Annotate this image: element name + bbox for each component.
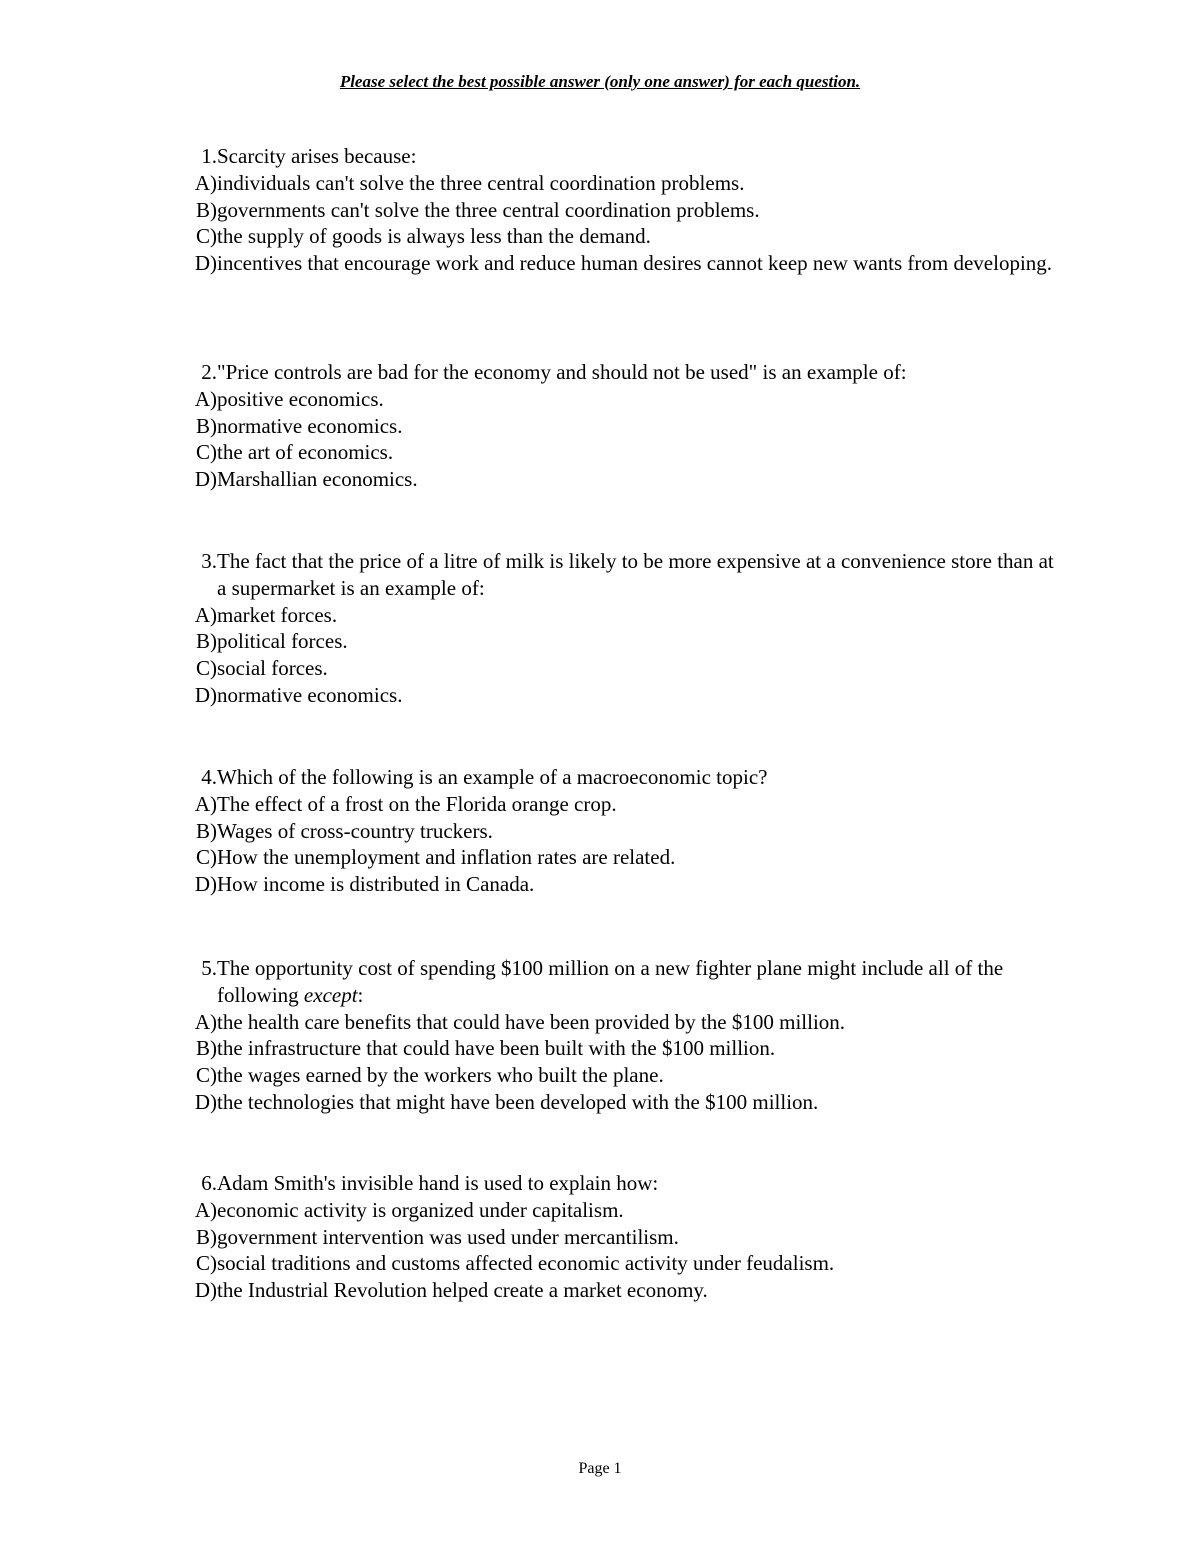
option-text: the Industrial Revolution helped create a market economy. xyxy=(217,1278,708,1303)
answer-option-d xyxy=(180,1277,1060,1304)
option-text: Marshallian economics. xyxy=(217,467,418,492)
option-text: incentives that encourage work and reduce human desires cannot keep new wants from developing. xyxy=(217,251,1053,276)
answer-option-d xyxy=(180,682,1060,709)
question-text: Which of the following is an example of a macroeconomic topic? xyxy=(217,765,768,789)
option-text: the health care benefits that could have been provided by the $100 million. xyxy=(217,1009,846,1034)
option-letter: D) xyxy=(194,467,217,492)
option-letter: A) xyxy=(194,791,217,816)
option-letter: C) xyxy=(196,224,217,249)
answer-option-a xyxy=(180,1009,1060,1036)
question-number: 5. xyxy=(201,956,217,980)
option-text: the art of economics. xyxy=(217,440,394,465)
question-number: 4. xyxy=(201,765,217,789)
option-text: economic activity is organized under capitalism. xyxy=(217,1197,624,1222)
question-stem xyxy=(180,1170,1060,1197)
option-letter: A) xyxy=(194,1197,217,1222)
answer-option-b xyxy=(180,628,1060,655)
question-5 xyxy=(180,955,1060,1116)
option-letter: A) xyxy=(194,170,217,195)
option-letter: C) xyxy=(196,440,217,465)
answer-option-d xyxy=(180,250,1060,277)
option-letter: A) xyxy=(194,602,217,627)
question-6 xyxy=(180,1170,1060,1304)
option-letter: D) xyxy=(194,1278,217,1303)
option-text: How income is distributed in Canada. xyxy=(217,872,535,897)
option-text: governments can't solve the three central coordination problems. xyxy=(217,197,760,222)
question-stem xyxy=(180,359,1060,386)
question-stem xyxy=(180,764,1060,791)
answer-option-c xyxy=(180,655,1060,682)
option-text: the wages earned by the workers who built the plane. xyxy=(217,1063,664,1088)
option-letter: B) xyxy=(196,413,217,438)
answer-option-c xyxy=(180,1062,1060,1089)
option-letter: A) xyxy=(194,386,217,411)
answer-option-d xyxy=(180,1089,1060,1116)
option-letter: B) xyxy=(196,197,217,222)
option-letter: D) xyxy=(194,251,217,276)
option-text: The effect of a frost on the Florida orange crop. xyxy=(217,791,617,816)
option-letter: A) xyxy=(194,1009,217,1034)
question-text: Adam Smith's invisible hand is used to explain how: xyxy=(217,1171,659,1195)
option-letter: D) xyxy=(194,872,217,897)
answer-option-a xyxy=(180,1197,1060,1224)
option-text: normative economics. xyxy=(217,413,403,438)
answer-option-a xyxy=(180,602,1060,629)
option-letter: C) xyxy=(196,656,217,681)
question-text: The opportunity cost of spending $100 million on a new fighter plane might include all of the following xyxy=(217,956,1004,1007)
option-text: the supply of goods is always less than the demand. xyxy=(217,224,651,249)
question-emphasis: except xyxy=(303,982,358,1007)
answer-option-b xyxy=(180,1224,1060,1251)
answer-option-b xyxy=(180,197,1060,224)
answer-option-c xyxy=(180,844,1060,871)
answer-option-c xyxy=(180,223,1060,250)
answer-option-b xyxy=(180,413,1060,440)
option-text: political forces. xyxy=(217,629,348,654)
option-letter: B) xyxy=(196,818,217,843)
option-text: the technologies that might have been developed with the $100 million. xyxy=(217,1089,819,1114)
option-letter: B) xyxy=(196,629,217,654)
question-text: The fact that the price of a litre of milk is likely to be more expensive at a convenience store than at a supermarket is an example of: xyxy=(217,549,1054,600)
option-text: Wages of cross-country truckers. xyxy=(217,818,493,843)
option-text: government intervention was used under mercantilism. xyxy=(217,1224,679,1249)
question-text-end: : xyxy=(357,982,364,1007)
question-4 xyxy=(180,764,1060,898)
question-1 xyxy=(180,143,1060,277)
instructions-heading: Please select the best possible answer (only one answer) for each question. xyxy=(339,72,861,91)
question-text: "Price controls are bad for the economy and should not be used" is an example of: xyxy=(217,360,907,384)
option-text: social forces. xyxy=(217,656,328,681)
question-stem xyxy=(180,955,1060,1009)
question-number: 1. xyxy=(201,144,217,168)
option-text: the infrastructure that could have been built with the $100 million. xyxy=(217,1036,776,1061)
question-stem xyxy=(180,548,1060,602)
question-number: 2. xyxy=(201,360,217,384)
answer-option-c xyxy=(180,1250,1060,1277)
answer-option-b xyxy=(180,1035,1060,1062)
option-letter: D) xyxy=(194,1089,217,1114)
option-letter: B) xyxy=(196,1036,217,1061)
answer-option-d xyxy=(180,466,1060,493)
answer-option-d xyxy=(180,871,1060,898)
question-number: 6. xyxy=(201,1171,217,1195)
option-letter: C) xyxy=(196,1251,217,1276)
answer-option-c xyxy=(180,439,1060,466)
answer-option-b xyxy=(180,818,1060,845)
option-text: positive economics. xyxy=(217,386,384,411)
answer-option-a xyxy=(180,170,1060,197)
option-text: social traditions and customs affected economic activity under feudalism. xyxy=(217,1251,835,1276)
question-number: 3. xyxy=(201,549,217,573)
option-letter: C) xyxy=(196,845,217,870)
option-letter: C) xyxy=(196,1063,217,1088)
question-text: Scarcity arises because: xyxy=(217,144,417,168)
question-3 xyxy=(180,548,1060,709)
question-2 xyxy=(180,359,1060,493)
answer-option-a xyxy=(180,386,1060,413)
option-text: How the unemployment and inflation rates are related. xyxy=(217,845,676,870)
option-letter: D) xyxy=(194,682,217,707)
option-text: individuals can't solve the three central coordination problems. xyxy=(217,170,745,195)
option-text: market forces. xyxy=(217,602,338,627)
page-number: Page 1 xyxy=(578,1460,622,1477)
option-text: normative economics. xyxy=(217,682,403,707)
option-letter: B) xyxy=(196,1224,217,1249)
question-stem xyxy=(180,143,1060,170)
answer-option-a xyxy=(180,791,1060,818)
